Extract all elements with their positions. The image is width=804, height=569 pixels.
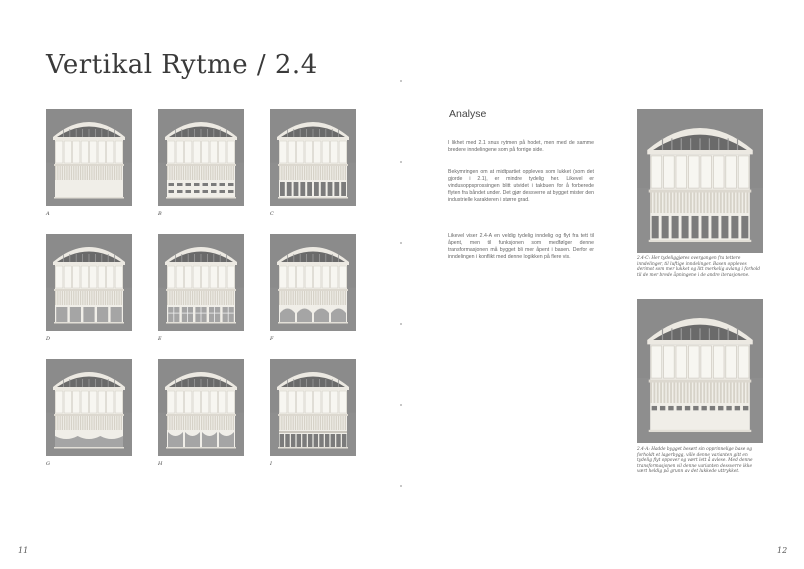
thumbnail-h xyxy=(158,359,244,456)
figure-2-4-a xyxy=(637,299,763,443)
figure-2-4-c xyxy=(637,109,763,253)
thumbnail-label: B xyxy=(158,211,162,217)
thumbnail-a xyxy=(46,109,132,206)
gutter-dot xyxy=(400,404,402,406)
gutter-dot xyxy=(400,80,402,82)
section-heading: Analyse xyxy=(449,108,487,120)
thumbnail-label: G xyxy=(46,461,50,467)
thumbnail-label: D xyxy=(46,336,51,342)
page-number: 11 xyxy=(18,546,29,555)
analysis-paragraph: Likevel viser 2.4-A en veldig tydelig inndelig og flyt fra tett til åpent, men til funksjonen som medfølger denne transformasjonen må bygget bli mer åpent i basen. Derfor er inndelingen i konflikt med denne logikken på flere vis. xyxy=(448,233,594,260)
gutter-dot xyxy=(400,485,402,487)
gutter-dot xyxy=(400,161,402,163)
gutter-dot xyxy=(400,242,402,244)
thumbnail-e xyxy=(158,234,244,331)
figure-caption: 2.4-A: Hadde bygget besørt sin opprinnelige base og forholdt et lagerbygg, ville denne varianten gitt en tydelig flyt oppover og vært lett å avlese. Med denne transformasjonen vil denne varianten dessverre ikke vært heldig på grunn av det lukkede uttrykket. xyxy=(637,447,753,475)
thumbnail-label: I xyxy=(270,461,272,467)
analysis-paragraph: I likhet med 2.1 snus rytmen på hodet, men med de samme bredere inndelingene som på forrige side. xyxy=(448,140,594,153)
figure-caption: 2.4-C: Her tydeliggjøres overgangen fra tettere inndelinger, til luftige inndelinger. Basen oppleves derimot som mer lukket og litt merkelig avlang i forhold til de mer brede åpningene i de andre iterasjonene. xyxy=(637,256,760,278)
thumbnail-i xyxy=(270,359,356,456)
page-title: Vertikal Rytme / 2.4 xyxy=(46,50,318,80)
thumbnail-label: F xyxy=(270,336,274,342)
thumbnail-label: C xyxy=(270,211,274,217)
gutter-dot xyxy=(400,323,402,325)
thumbnail-label: A xyxy=(46,211,50,217)
thumbnail-label: H xyxy=(158,461,163,467)
analysis-paragraph: Bekymringen om at midtpartiet oppleves som lukket (som det gjorde i 2.1), er mindre tydelig her. Likevel er vindusoppsprossingen blitt utvidet i takbuen for å forberede flyten fra båndet under. Det gjør dessverre at bygget mister den industrielle karakteren i større grad. xyxy=(448,169,594,203)
page-number: 12 xyxy=(777,546,788,555)
thumbnail-d xyxy=(46,234,132,331)
thumbnail-f xyxy=(270,234,356,331)
thumbnail-label: E xyxy=(158,336,162,342)
thumbnail-c xyxy=(270,109,356,206)
thumbnail-b xyxy=(158,109,244,206)
thumbnail-g xyxy=(46,359,132,456)
